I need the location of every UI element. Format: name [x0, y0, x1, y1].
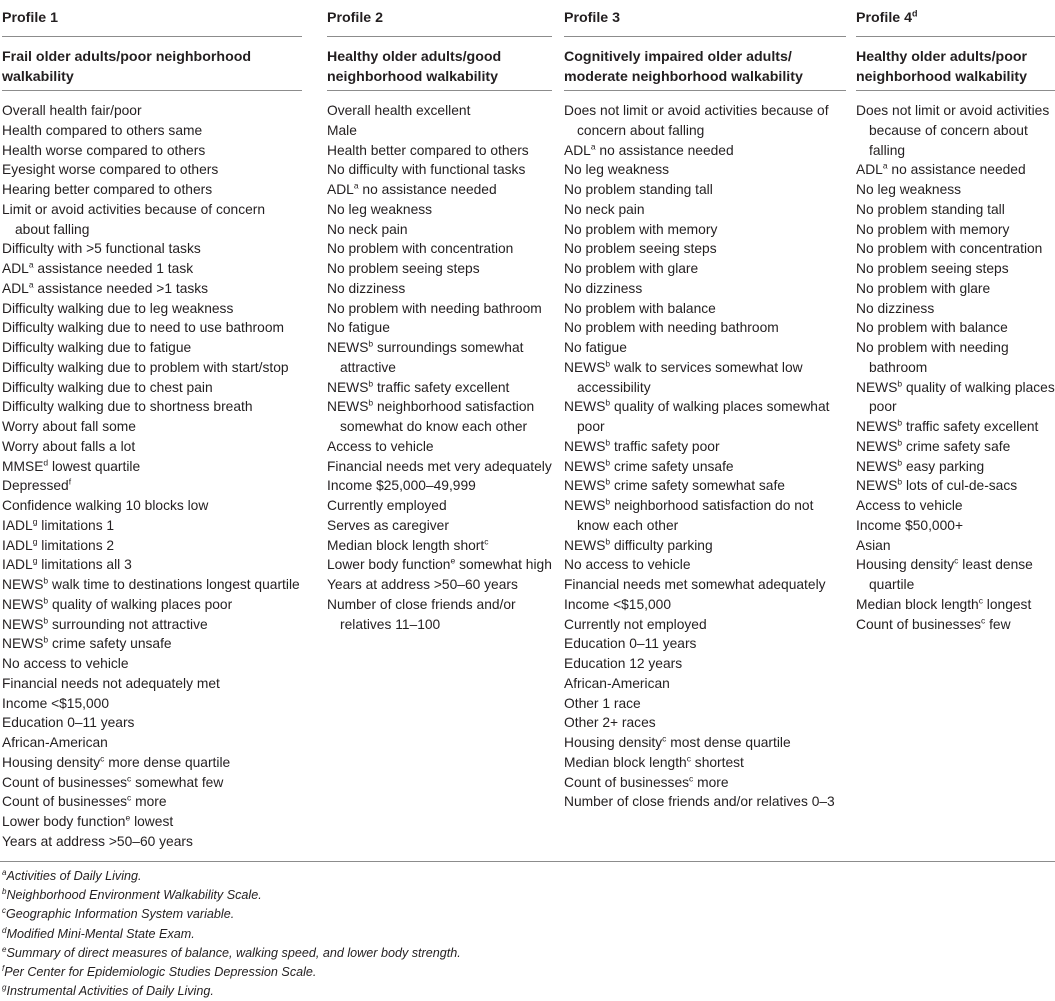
- profile-item: Count of businesses$^c$ few: [856, 614, 1011, 632]
- subheader-rule: [327, 90, 552, 91]
- profile-item: No problem with glare: [856, 280, 991, 296]
- profile-item: Number of close friends and/or relatives 11–100: [327, 596, 516, 632]
- profile-item: Count of businesses$^c$ more: [564, 772, 729, 790]
- profile-item: No problem standing tall: [564, 182, 713, 197]
- profile-item: Income <$15,000: [2, 695, 110, 711]
- profile-item: NEWS$^b$ quality of walking places somewhat poor: [564, 397, 830, 434]
- profile-item: No problem with balance: [856, 320, 1008, 336]
- footnote: $^d$Modified Mini-Mental State Exam.: [2, 925, 195, 941]
- profile-item: Health worse compared to others: [2, 142, 206, 158]
- profile-item: Worry about falls a lot: [2, 438, 136, 454]
- profile-item: No dizziness: [564, 280, 643, 296]
- profile-item: No leg weakness: [856, 182, 962, 197]
- profile-item: Does not limit or avoid activities because of concern about falling: [856, 103, 1050, 158]
- profile-item: Overall health fair/poor: [2, 103, 142, 118]
- profile-item: No problem with memory: [856, 221, 1010, 237]
- profile-item: Difficulty walking due to shortness breath: [2, 399, 253, 415]
- profile-item: African-American: [2, 735, 108, 750]
- profile-item: NEWS$^b$ easy parking: [856, 456, 985, 474]
- profile-item: No problem with glare: [564, 261, 699, 276]
- footnote: $^a$Activities of Daily Living.: [2, 867, 142, 883]
- profile-item: Other 2+ races: [564, 715, 656, 731]
- header-rule: [856, 36, 1055, 37]
- profile-item: Asian: [856, 537, 891, 553]
- profile-item: No fatigue: [327, 320, 390, 336]
- profile-item: No problem with concentration: [856, 241, 1043, 257]
- profile-item: Median block length$^c$ shortest: [564, 753, 744, 770]
- header-rule: [2, 36, 302, 37]
- profile-item: NEWS$^b$ neighborhood satisfaction somewhat do know each other: [327, 397, 535, 434]
- profile-title: Profile 1: [2, 10, 58, 26]
- profile-item: No problem with needing bathroom: [856, 340, 1009, 375]
- profile-item: No neck pain: [327, 221, 408, 237]
- profile-item: Overall health excellent: [327, 103, 471, 118]
- profile-item: Eyesight worse compared to others: [2, 162, 219, 178]
- profile-item: Financial needs not adequately met: [2, 675, 220, 691]
- profile-item-list: [2, 101, 302, 852]
- profile-item: NEWS$^b$ traffic safety excellent: [856, 417, 1039, 434]
- profile-item: No problem seeing steps: [327, 261, 480, 276]
- profile-item: Difficulty with >5 functional tasks: [2, 241, 201, 257]
- profile-item: NEWS$^b$ quality of walking places poor: [2, 595, 233, 612]
- profile-item: Male: [327, 122, 357, 138]
- profile-item: ADL$^a$ no assistance needed: [856, 160, 1026, 178]
- footnote: $^b$Neighborhood Environment Walkability Scale.: [2, 887, 262, 903]
- profile-item: ADL$^a$ assistance needed >1 tasks: [2, 279, 209, 296]
- profile-item: No access to vehicle: [2, 656, 129, 671]
- profile-item: MMSE$^d$ lowest quartile: [2, 456, 141, 474]
- profile-item: ADL$^a$ no assistance needed: [327, 180, 497, 197]
- profile-title: Profile 2: [327, 10, 383, 26]
- footnote: $^f$Per Center for Epidemiologic Studies Depression Scale.: [2, 963, 317, 980]
- profile-item: IADL$^g$ limitations 2: [2, 535, 115, 553]
- profile-item: Housing density$^c$ more dense quartile: [2, 753, 231, 770]
- profile-title: Profile 3: [564, 10, 620, 26]
- profile-item: Lower body function$^e$ lowest: [2, 812, 174, 829]
- profile-subtitle: Cognitively impaired older adults/ moderate neighborhood walkability: [564, 49, 803, 85]
- profile-item: Other 1 race: [564, 695, 641, 711]
- profile-item: NEWS$^b$ traffic safety excellent: [327, 377, 510, 395]
- profile-item: Hearing better compared to others: [2, 182, 213, 197]
- footnotes: [2, 867, 461, 1001]
- profile-item: NEWS$^b$ walk to services somewhat low accessibility: [564, 358, 803, 395]
- profile-item: IADL$^g$ limitations 1: [2, 516, 115, 533]
- table-bottom-rule: [0, 861, 1055, 862]
- subheader-rule: [564, 90, 846, 91]
- profile-item: Housing density$^c$ least dense quartile: [856, 555, 1033, 592]
- profile-item: NEWS$^b$ lots of cul-de-sacs: [856, 476, 1018, 494]
- header-rule: [327, 36, 552, 37]
- profile-item: Income $25,000–49,999: [327, 478, 476, 494]
- profile-item: NEWS$^b$ walk time to destinations longest quartile: [2, 575, 300, 592]
- footnote: $^e$Summary of direct measures of balance, walking speed, and lower body strength.: [2, 944, 461, 960]
- profile-subtitle: Healthy older adults/good neighborhood walkability: [327, 49, 502, 85]
- profile-item: Median block length$^c$ longest: [856, 595, 1032, 612]
- footnote: $^c$Geographic Information System variable.: [2, 906, 235, 922]
- profile-item: Difficulty walking due to leg weakness: [2, 300, 234, 316]
- profile-item: No difficulty with functional tasks: [327, 162, 526, 178]
- profile-item: Confidence walking 10 blocks low: [2, 498, 209, 513]
- profile-item: No problem seeing steps: [856, 261, 1009, 276]
- profile-item: No fatigue: [564, 340, 627, 355]
- profile-item: Limit or avoid activities because of concern about falling: [2, 201, 266, 237]
- profile-item: Median block length short$^c$: [327, 535, 489, 553]
- profile-item: No problem seeing steps: [564, 241, 717, 257]
- profile-item: No dizziness: [327, 280, 406, 296]
- profile-item: Serves as caregiver: [327, 517, 449, 533]
- profile-item: Education 0–11 years: [564, 636, 697, 652]
- profile-item: NEWS$^b$ crime safety unsafe: [564, 456, 734, 474]
- profile-item-list: [327, 101, 553, 634]
- profile-item: No problem with balance: [564, 300, 716, 316]
- profile-item: Difficulty walking due to chest pain: [2, 379, 213, 395]
- header-rule: [564, 36, 846, 37]
- profile-item: No leg weakness: [564, 162, 670, 178]
- profile-item: No problem with needing bathroom: [564, 320, 779, 336]
- footnote: $^g$Instrumental Activities of Daily Living.: [2, 983, 214, 999]
- profile-item: Access to vehicle: [856, 498, 963, 513]
- profile-item: Currently employed: [327, 498, 447, 513]
- profile-item: NEWS$^b$ traffic safety poor: [564, 437, 720, 454]
- profile-item: African-American: [564, 675, 670, 691]
- profile-title: Profile 4$^d$: [856, 8, 918, 26]
- profile-item: Depressed$^f$: [2, 476, 72, 494]
- profile-item: Does not limit or avoid activities because of concern about falling: [564, 103, 829, 138]
- profile-item: No neck pain: [564, 201, 645, 217]
- profile-item: NEWS$^b$ surrounding not attractive: [2, 614, 208, 632]
- profile-item-list: [564, 101, 846, 812]
- profile-item: NEWS$^b$ surroundings somewhat attractive: [327, 338, 524, 375]
- profile-item: Access to vehicle: [327, 438, 434, 454]
- profile-item: Years at address >50–60 years: [2, 833, 193, 849]
- profile-item: No problem with concentration: [327, 241, 514, 257]
- profile-item: NEWS$^b$ neighborhood satisfaction do not know each other: [564, 496, 814, 533]
- profile-item: Worry about fall some: [2, 419, 136, 434]
- profile-item: Currently not employed: [564, 616, 707, 632]
- profile-item: Count of businesses$^c$ more: [2, 792, 167, 810]
- subheader-rule: [856, 90, 1055, 91]
- profile-item: Health compared to others same: [2, 122, 203, 138]
- profile-item: NEWS$^b$ crime safety somewhat safe: [564, 476, 785, 494]
- profile-item: Education 0–11 years: [2, 715, 135, 731]
- profile-item: NEWS$^b$ difficulty parking: [564, 535, 713, 553]
- profile-item: Years at address >50–60 years: [327, 577, 518, 592]
- profile-item: No leg weakness: [327, 201, 433, 217]
- profile-item: NEWS$^b$ crime safety unsafe: [2, 634, 172, 652]
- profile-item: Number of close friends and/or relatives 0–3: [564, 794, 835, 810]
- profile-item: NEWS$^b$ quality of walking places poor: [856, 377, 1055, 415]
- profile-subtitle: Healthy older adults/poor neighborhood walkability: [856, 49, 1028, 85]
- profile-item: No problem with memory: [564, 221, 718, 237]
- profile-item: Income $50,000+: [856, 517, 964, 533]
- profile-item: No dizziness: [856, 300, 935, 316]
- profile-item: Count of businesses$^c$ somewhat few: [2, 772, 224, 790]
- profile-item: No problem with needing bathroom: [327, 300, 542, 316]
- profile-item: No access to vehicle: [564, 557, 691, 573]
- profile-item-list: [856, 101, 1055, 634]
- subheader-rule: [2, 90, 302, 91]
- profile-item: Lower body function$^e$ somewhat high: [327, 555, 552, 573]
- profile-item: Difficulty walking due to problem with start/stop: [2, 359, 289, 375]
- profile-item: ADL$^a$ no assistance needed: [564, 140, 734, 158]
- profile-subtitle: Frail older adults/poor neighborhood walkability: [2, 49, 252, 85]
- profile-item: Difficulty walking due to need to use bathroom: [2, 320, 284, 336]
- profile-item: Financial needs met somewhat adequately: [564, 577, 826, 592]
- profile-item: Financial needs met very adequately: [327, 458, 552, 474]
- profile-item: NEWS$^b$ crime safety safe: [856, 437, 1011, 454]
- profile-item: Health better compared to others: [327, 142, 529, 158]
- profile-item: IADL$^g$ limitations all 3: [2, 555, 132, 573]
- profile-item: Housing density$^c$ most dense quartile: [564, 733, 791, 750]
- profile-item: ADL$^a$ assistance needed 1 task: [2, 259, 194, 276]
- profile-item: Difficulty walking due to fatigue: [2, 340, 192, 355]
- profile-item: Education 12 years: [564, 656, 683, 671]
- profile-item: No problem standing tall: [856, 201, 1005, 217]
- profile-item: Income <$15,000: [564, 596, 672, 612]
